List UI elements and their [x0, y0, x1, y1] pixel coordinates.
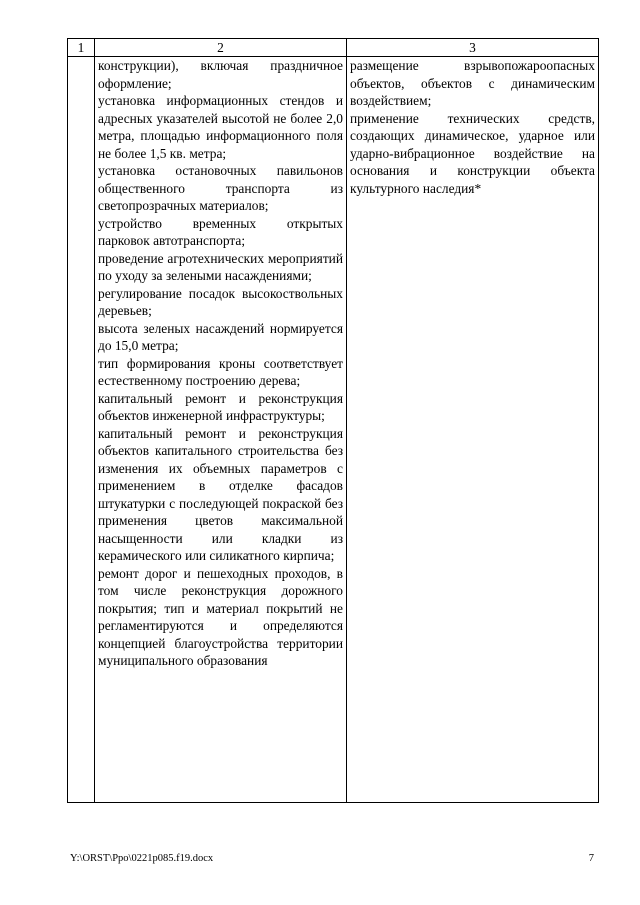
list-item: капитальный ремонт и реконструкция объектов инженерной инфраструктуры; — [98, 390, 343, 423]
header-cell-1: 1 — [68, 39, 95, 57]
list-item: устройство временных открытых парковок автотранспорта; — [98, 215, 343, 248]
list-item: применение технических средств, создающих динамическое, ударное или ударно-вибрационное воздействие на основания и конструкции объекта культурного наследия* — [350, 110, 595, 196]
document-table — [67, 38, 599, 803]
footer-file-path: Y:\ORST\Ppo\0221p085.f19.docx — [70, 853, 214, 864]
list-item: регулирование посадок высокоствольных деревьев; — [98, 285, 343, 318]
col3-cell — [347, 57, 599, 803]
list-item: ремонт дорог и пешеходных проходов, в том числе реконструкция дорожного покрытия; тип и материал покрытий не регламентируются и определяются концепцией благоустройства территории муниципального образования — [98, 565, 343, 668]
list-item: размещение взрывопожароопасных объектов, объектов с динамическим воздействием; — [350, 58, 595, 108]
list-item: проведение агротехнических мероприятий по уходу за зелеными насаждениями; — [98, 250, 343, 283]
col1-cell — [68, 57, 95, 803]
list-item: установка информационных стендов и адресных указателей высотой не более 2,0 метра, площадью информационного поля не более 1,5 кв. метра; — [98, 93, 343, 161]
page-number: 7 — [588, 853, 594, 864]
list-item: капитальный ремонт и реконструкция объектов капитального строительства без изменения их объемных параметров с применением в отделке фасадов штукатурки с последующей покраской без применения цветов максимальной насыщенности или кладки из керамического или силикатного кирпича; — [98, 425, 343, 563]
table-header-row — [68, 39, 599, 57]
header-cell-2: 2 — [95, 39, 347, 57]
list-item: тип формирования кроны соответствует естественному построению дерева; — [98, 355, 343, 388]
list-item: высота зеленых насаждений нормируется до 15,0 метра; — [98, 320, 343, 353]
header-cell-3: 3 — [347, 39, 599, 57]
list-item: установка остановочных павильонов общественного транспорта из светопрозрачных материалов; — [98, 163, 343, 213]
col2-cell — [95, 57, 347, 803]
list-item: конструкции), включая праздничное оформление; — [98, 58, 343, 91]
table-row — [68, 57, 599, 803]
